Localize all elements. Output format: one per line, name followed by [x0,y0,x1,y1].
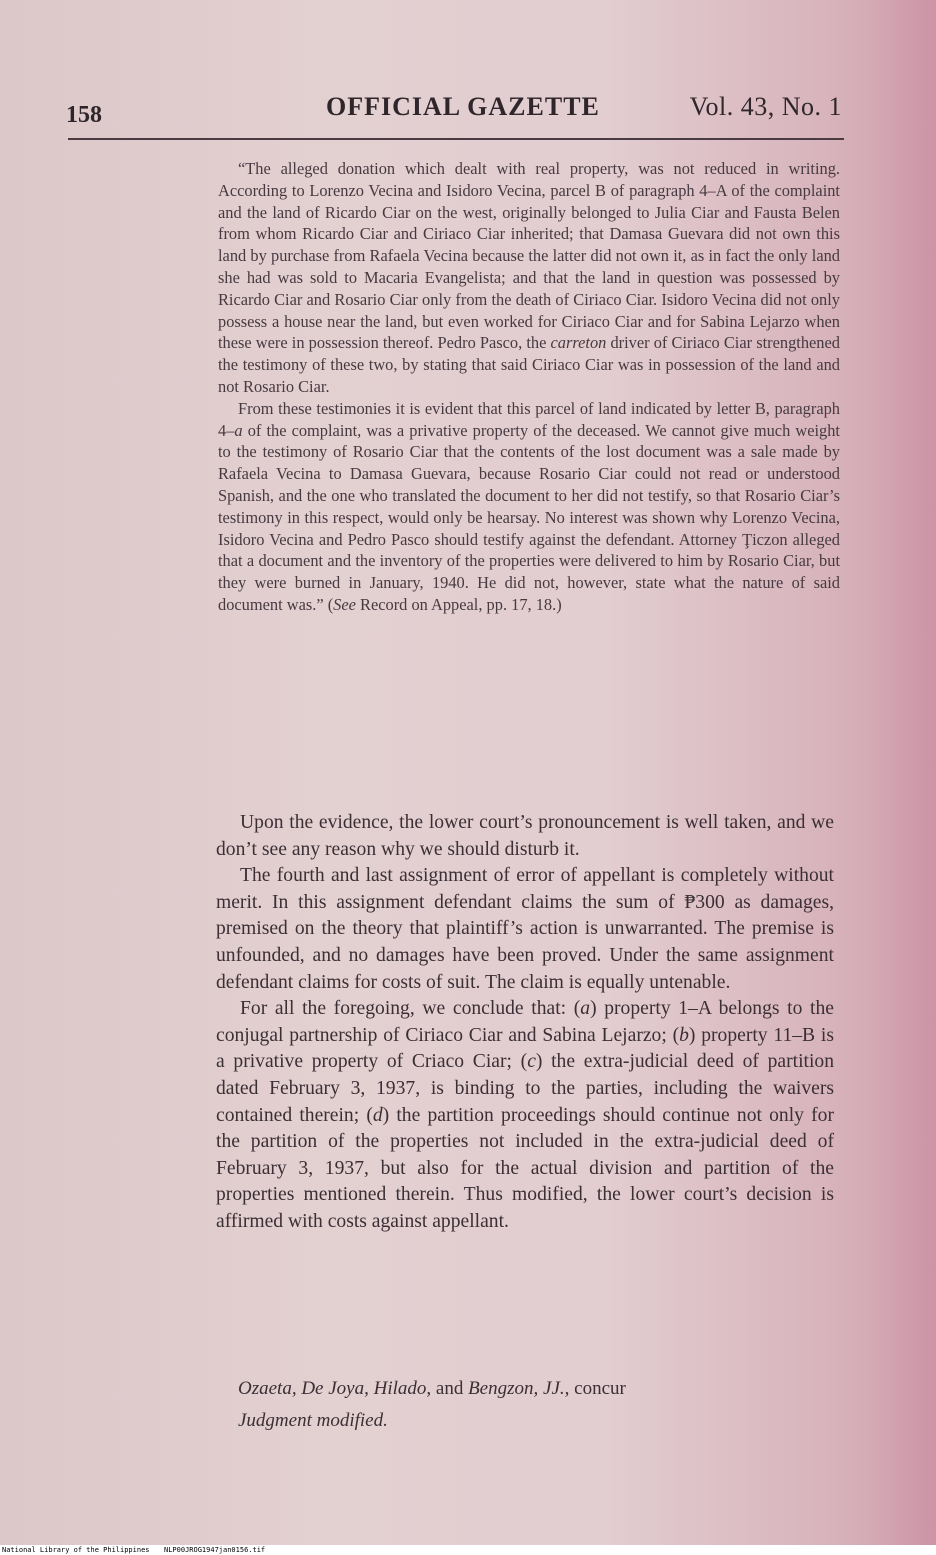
library-credit: National Library of the Philippines [2,1546,150,1554]
concurring-justices: Ozaeta, De Joya, Hilado, and Bengzon, JJ., concur [238,1378,626,1399]
scan-filename: NLP00JROG1947jan0156.tif [164,1546,266,1554]
quote-paragraph-1: “The alleged donation which dealt with real property, was not reduced in writing. According to Lorenzo Vecina and Isidoro Vecina, parcel B of paragraph 4–A of the complaint and the land of Ricardo Ciar on the west, originally belonged to Julia Ciar and Fausta Belen from whom Ricardo Ciar and Ciriaco Ciar inherited; that Damasa Guevara did not own this land by purchase from Rafaela Vecina because the latter did not own it, as in fact the only land she had was sold to Macaria Evangelista; and that the land in question was possessed by Ricardo Ciar and Rosario Ciar only from the death of Ciriaco Ciar. Isidoro Vecina did not only possess a house near the land, but even worked for Ciriaco Ciar and for Sabina Lejarzo when these were in possession thereof. Pedro Pasco, the carreton driver of Ciriaco Ciar strengthened the testimony of these two, by stating that said Ciriaco Ciar was in possession of the land and not Rosario Ciar. [218,159,840,396]
body-paragraph-1: Upon the evidence, the lower court’s pronouncement is well taken, and we don’t see any reason why we should disturb it. [216,812,834,860]
scan-footer [0,1545,936,1555]
page-header [66,92,842,132]
header-rule [68,138,844,140]
page-edge-shadow [866,0,936,1545]
quote-paragraph-2: From these testimonies it is evident that this parcel of land indicated by letter B, paragraph 4–a of the complaint, was a privative property of the deceased. We cannot give much weight to the testimony of Rosario Ciar that the contents of the lost document was a sale made by Rafaela Vecina to Damasa Guevara, because Rosario Ciar could not read or understood Spanish, and the one who translated the document to her did not testify, so that Rosario Ciar’s testimony in this respect, would only be hearsay. No interest was shown why Lorenzo Vecina, Isidoro Vecina and Pedro Pasco should testify against the defendant. Attorney Ţiczon alleged that a document and the inventory of the properties were delivered to him by Rosario Ciar, but they were burned in January, 1940. He did not, however, state what the nature of said document was.” (See Record on Appeal, pp. 17, 18.) [218,398,840,614]
decision-body [216,810,834,1236]
volume-number: Vol. 43, No. 1 [689,92,842,121]
body-paragraph-2: The fourth and last assignment of error of appellant is completely without merit. In this assignment defendant claims the sum of ₱300 as damages, premised on the theory that plaintiff’s action is unwarranted. The premise is unfounded, and no damages have been proved. Under the same assignment defendant claims for costs of suit. The claim is equally untenable. [216,865,834,993]
page-number: 158 [66,102,102,128]
journal-title: OFFICIAL GAZETTE [326,92,600,121]
quoted-testimony [218,158,840,616]
judgment-line: Judgment modified. [238,1410,388,1431]
body-paragraph-3: For all the foregoing, we conclude that: (a) property 1–A belongs to the conjugal partnership of Ciriaco Ciar and Sabina Lejarzo; (b) property 11–B is a privative property of Criaco Ciar; (c) the extra-judicial deed of partition dated February 3, 1937, is binding to the parties, including the waivers contained therein; (d) the partition proceedings should continue not only for the partition of the properties not included in the extra-judicial deed of February 3, 1937, but also for the actual division and partition of the properties mentioned therein. Thus modified, the lower court’s decision is affirmed with costs against appellant. [216,998,834,1232]
